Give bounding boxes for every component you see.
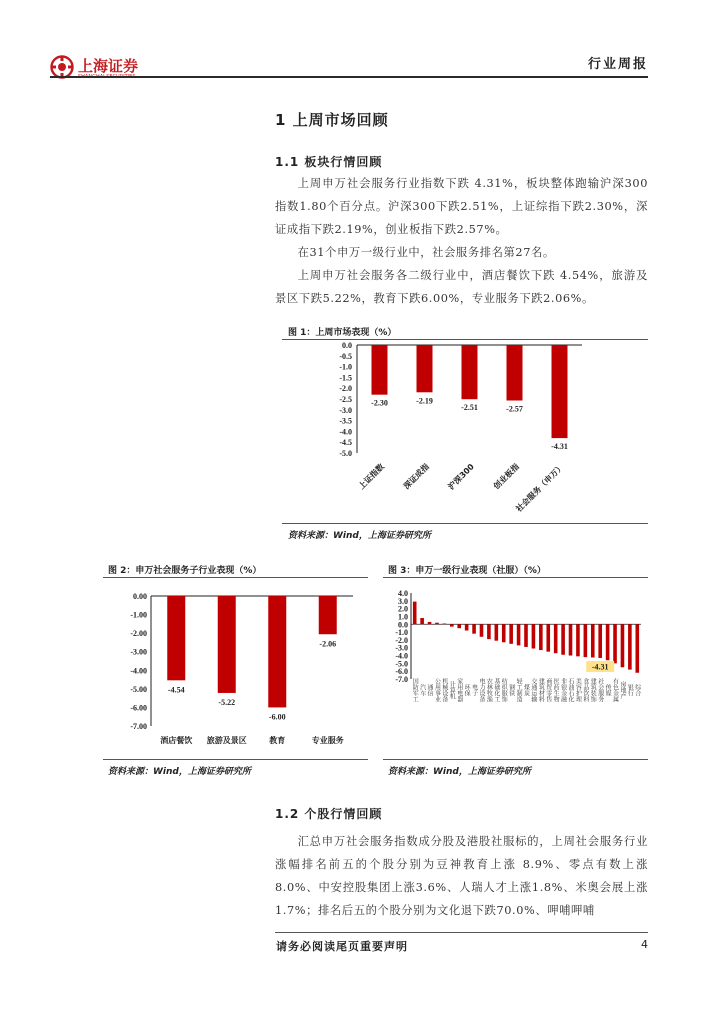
logo <box>50 55 160 83</box>
x-tick-label: 家用电器 <box>455 678 463 702</box>
x-tick-label: 石油石化 <box>567 678 575 702</box>
bar <box>495 624 499 640</box>
x-tick-label: 酒店餐饮 <box>160 736 193 745</box>
y-tick-label: -4.5 <box>339 438 352 448</box>
x-tick-label: 建筑装饰 <box>589 678 597 702</box>
report-type: 行业周报 <box>587 57 648 72</box>
data-label: -2.19 <box>416 396 433 406</box>
subsection-title-stocks: 1.2 个股行情回顾 <box>275 807 383 821</box>
x-tick-label: 基础化工 <box>492 678 500 702</box>
bar <box>613 624 617 663</box>
y-tick-label: -0.5 <box>339 351 352 361</box>
bar <box>606 624 610 660</box>
bar <box>413 602 417 625</box>
y-tick-label: -6.0 <box>395 667 408 677</box>
figure-source: 资料来源：Wind，上海证券研究所 <box>108 767 251 777</box>
x-tick-label: 环保 <box>463 684 471 696</box>
x-tick-label: 旅游及景区 <box>206 736 247 745</box>
bar <box>268 596 286 707</box>
x-tick-label: 创业板指 <box>491 462 521 492</box>
bar <box>507 345 523 401</box>
figure-title: 图 1：上周市场表现（%） <box>288 328 397 338</box>
x-tick-label: 教育 <box>269 736 286 745</box>
y-tick-label: -1.0 <box>339 362 352 372</box>
bar <box>502 624 506 642</box>
bar <box>435 623 439 625</box>
bar <box>417 345 433 392</box>
bar <box>465 624 469 630</box>
section-title: 1 上周市场回顾 <box>275 111 389 129</box>
y-tick-label: -6.00 <box>130 703 147 713</box>
x-tick-label: 建筑材料 <box>537 678 545 702</box>
bar <box>517 624 521 645</box>
y-tick-label: -4.0 <box>395 651 408 661</box>
y-tick-label: -4.00 <box>130 666 147 676</box>
y-tick-label: -2.5 <box>339 395 352 404</box>
data-label: -6.00 <box>268 712 286 722</box>
x-tick-label: 商贸零售 <box>544 678 552 702</box>
data-label: -4.31 <box>591 662 609 672</box>
bar <box>628 624 632 669</box>
x-tick-label: 非银金融 <box>559 678 567 702</box>
bar <box>569 624 573 655</box>
x-tick-label: 纺织服饰 <box>500 678 508 702</box>
data-label: -2.57 <box>506 404 523 414</box>
x-tick-label: 交通运输 <box>529 678 537 702</box>
x-tick-label: 社会服务（申万） <box>514 462 566 514</box>
paragraph: 在31个申万一级行业中，社会服务排名第27名。 <box>297 246 555 259</box>
figure-divider <box>282 523 648 524</box>
footer-divider <box>275 932 648 933</box>
bar <box>450 624 454 626</box>
figure-title: 图 2：申万社会服务子行业表现（%） <box>108 566 262 576</box>
stock-review-text <box>275 830 648 922</box>
x-tick-label: 钢铁 <box>507 684 515 696</box>
bar <box>532 624 536 648</box>
x-tick-label: 通信 <box>426 684 434 696</box>
industry-ranking-chart <box>383 578 648 758</box>
sub-industry-chart <box>103 578 368 758</box>
y-tick-label: -4.0 <box>339 427 352 437</box>
bar <box>621 624 625 667</box>
data-label: -2.30 <box>371 398 388 408</box>
sector-review-text <box>275 172 648 310</box>
y-tick-label: -5.0 <box>395 659 408 669</box>
data-label: -4.54 <box>167 685 185 695</box>
y-tick-label: -1.5 <box>339 373 352 383</box>
paragraph: 上周申万社会服务各二级行业中，酒店餐饮下跌 4.54%，旅游及景区下跌5.22%，教育下跌6.00%，专业服务下跌2.06%。 <box>275 269 648 305</box>
x-tick-label: 深证成指 <box>401 462 431 492</box>
data-label: -4.31 <box>551 442 568 452</box>
header-divider <box>50 76 648 78</box>
bar <box>539 624 543 650</box>
bar <box>480 624 484 637</box>
bar <box>420 618 424 624</box>
bar <box>591 624 595 657</box>
bar <box>554 624 558 653</box>
bar <box>524 624 528 647</box>
page-number: 4 <box>641 938 648 951</box>
y-tick-label: -3.0 <box>339 405 352 415</box>
x-tick-label: 传媒 <box>604 684 612 696</box>
bar <box>635 624 639 672</box>
bar <box>428 622 432 624</box>
bar <box>462 345 478 399</box>
bar <box>372 345 388 395</box>
x-tick-label: 汽车 <box>418 684 426 696</box>
x-tick-label: 专业服务 <box>311 736 344 745</box>
bar <box>319 596 337 634</box>
x-tick-label: 社会服务 <box>596 678 604 702</box>
bar <box>487 624 491 639</box>
y-tick-label: -2.0 <box>339 384 352 394</box>
figure-source: 资料来源：Wind，上海证券研究所 <box>388 767 531 777</box>
bar <box>552 345 568 438</box>
figure-divider <box>103 759 368 760</box>
y-tick-label: -2.00 <box>130 629 147 639</box>
y-tick-label: -1.0 <box>395 628 408 638</box>
bar <box>584 624 588 657</box>
y-tick-label: -3.5 <box>339 416 352 426</box>
y-tick-label: 0.00 <box>133 592 147 601</box>
bar <box>598 624 602 658</box>
x-tick-label: 沪深300 <box>446 462 476 492</box>
y-tick-label: -5.00 <box>130 684 147 694</box>
x-tick-label: 电子 <box>470 684 478 696</box>
bar <box>457 624 461 628</box>
data-label: -2.51 <box>461 403 478 413</box>
y-tick-label: -2.0 <box>395 635 408 645</box>
x-tick-label: 电力设备 <box>477 678 485 702</box>
y-tick-label: 1.0 <box>398 612 408 622</box>
x-tick-label: 计算机 <box>448 681 456 699</box>
x-tick-label: 轻工制造 <box>515 678 523 702</box>
y-tick-label: -5.0 <box>339 449 352 458</box>
y-tick-label: 2.0 <box>398 604 408 614</box>
y-tick-label: 0.0 <box>398 620 408 630</box>
bar <box>167 596 185 680</box>
paragraph: 上周申万社会服务行业指数下跌 4.31%，板块整体跑输沪深300指数1.80个百分点。沪深300下跌2.51%，上证综指下跌2.30%，深证成指下跌2.19%，创业板指下跌2.57%。 <box>275 177 648 236</box>
figure-source: 资料来源：Wind，上海证券研究所 <box>288 531 431 541</box>
subsection-title-sector: 1.1 板块行情回顾 <box>275 155 383 169</box>
x-tick-label: 有色金属 <box>611 678 619 702</box>
y-tick-label: 4.0 <box>398 589 408 598</box>
x-tick-label: 国防军工 <box>411 678 419 702</box>
x-tick-label: 公用事业 <box>433 678 441 702</box>
bar <box>218 596 236 693</box>
logo-name: 上海证券 <box>78 57 139 75</box>
market-performance-chart <box>282 340 648 522</box>
y-tick-label: -1.00 <box>130 610 147 620</box>
y-tick-label: 0.0 <box>342 341 352 350</box>
y-tick-label: 3.0 <box>398 596 408 606</box>
x-tick-label: 综合 <box>633 684 641 696</box>
y-tick-label: -3.0 <box>395 643 408 653</box>
bar <box>576 624 580 656</box>
x-tick-label: 美容护理 <box>574 678 582 702</box>
bar <box>509 624 513 644</box>
x-tick-label: 银行 <box>626 684 634 696</box>
paragraph: 汇总申万社会服务指数成分股及港股社服标的，上周社会服务行业涨幅排名前五的个股分别为豆神教育上涨 8.9%、零点有数上涨8.0%、中安控股集团上涨3.6%、人瑞人才上涨1.8%、米奥会展上涨1.7%；排名后五的个股分别为文化退下跌70.0%、呷哺呷哺 <box>275 835 648 917</box>
figure-divider <box>383 759 648 760</box>
figure-title: 图 3：申万一级行业表现（社服）（%） <box>388 566 546 576</box>
x-tick-label: 房地产 <box>618 681 626 699</box>
x-tick-label: 医药生物 <box>552 678 560 702</box>
y-tick-label: -3.00 <box>130 647 147 657</box>
x-tick-label: 煤炭 <box>522 684 530 696</box>
data-label: -2.06 <box>319 639 337 649</box>
x-tick-label: 机械设备 <box>440 678 448 702</box>
bar <box>443 623 447 624</box>
bar <box>546 624 550 651</box>
bar <box>561 624 565 654</box>
x-tick-label: 食品饮料 <box>581 678 589 702</box>
data-label: -5.22 <box>218 697 236 707</box>
x-tick-label: 农林牧渔 <box>485 678 493 702</box>
y-tick-label: -7.0 <box>395 675 408 684</box>
y-tick-label: -7.00 <box>130 722 147 731</box>
footer-disclaimer: 请务必阅读尾页重要声明 <box>276 940 408 953</box>
x-tick-label: 上证指数 <box>356 462 386 492</box>
bar <box>472 624 476 633</box>
